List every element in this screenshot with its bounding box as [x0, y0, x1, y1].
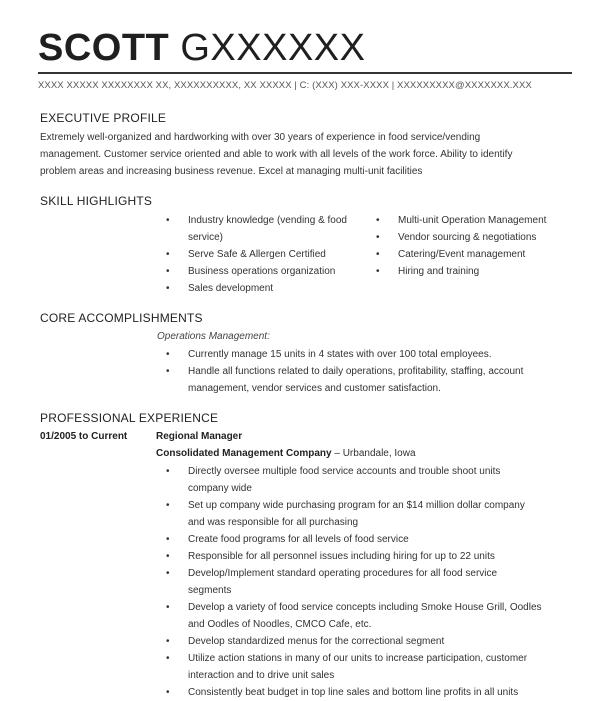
duty-item: • Utilize action stations in many of our units to increase participation, customer interaction and to drive unit sales	[164, 650, 584, 684]
company-separator: –	[331, 448, 343, 459]
skill-item: • Vendor sourcing & negotiations	[374, 229, 584, 246]
accomplishments-subheading: Operations Management:	[157, 331, 270, 342]
company-line	[156, 448, 416, 459]
duty-item: • Develop/Implement standard operating procedures for all food service segments	[164, 565, 584, 599]
header-divider	[38, 72, 572, 74]
executive-profile-text	[40, 129, 580, 180]
accomplishment-item: • Currently manage 15 units in 4 states with over 100 total employees.	[164, 346, 584, 363]
executive-profile-heading: EXECUTIVE PROFILE	[40, 111, 167, 125]
job-title: Regional Manager	[156, 431, 243, 442]
candidate-name	[38, 26, 365, 70]
job-dates: 01/2005 to Current	[40, 431, 128, 442]
skills-list-right	[374, 212, 584, 280]
company-name: Consolidated Management Company	[156, 448, 332, 459]
core-accomplishments-heading: CORE ACCOMPLISHMENTS	[40, 311, 203, 325]
company-location: Urbandale, Iowa	[342, 448, 416, 459]
skill-item: • Hiring and training	[374, 263, 584, 280]
skill-highlights-heading: SKILL HIGHLIGHTS	[40, 194, 153, 208]
profile-line: problem areas and increasing business revenue. Excel at managing multi-unit facilities	[40, 166, 423, 177]
accomplishment-item: • Handle all functions related to daily operations, profitability, staffing, account management, vendor services and customer satisfaction.	[164, 363, 584, 397]
duty-item: • Develop standardized menus for the correctional segment	[164, 633, 584, 650]
duty-item: • Responsible for all personnel issues including hiring for up to 22 units	[164, 548, 584, 565]
duty-item: • Set up company wide purchasing program for an $14 million dollar company and was responsible for all purchasing	[164, 497, 584, 531]
contact-info: XXXX XXXXX XXXXXXXX XX, XXXXXXXXXX, XX XXXXX | C: (XXX) XXX-XXXX | XXXXXXXXX@XXXXXXX.XXX	[38, 80, 532, 91]
duty-item: • Directly oversee multiple food service accounts and trouble shoot units company wide	[164, 463, 584, 497]
skill-item: • Sales development	[164, 280, 374, 297]
last-name: GXXXXXX	[180, 27, 366, 69]
duty-item: • Develop a variety of food service concepts including Smoke House Grill, Oodles and Oodles of Noodles, CMCO Cafe, etc.	[164, 599, 584, 633]
duty-item: • Consistently beat budget in top line sales and bottom line profits in all units	[164, 684, 584, 701]
first-name: SCOTT	[38, 27, 170, 69]
skills-list-left	[164, 212, 374, 297]
duty-item: • Create food programs for all levels of food service	[164, 531, 584, 548]
accomplishments-list	[164, 346, 584, 397]
skill-item: • Industry knowledge (vending & food service)	[164, 212, 374, 246]
profile-line: management. Customer service oriented and able to work with all levels of the work force. Ability to identify	[40, 149, 513, 160]
skill-item: • Business operations organization	[164, 263, 374, 280]
skill-item: • Serve Safe & Allergen Certified	[164, 246, 374, 263]
professional-experience-heading: PROFESSIONAL EXPERIENCE	[40, 411, 219, 425]
skill-item: • Catering/Event management	[374, 246, 584, 263]
skill-item: • Multi-unit Operation Management	[374, 212, 584, 229]
job-duties-list	[164, 463, 584, 701]
profile-line: Extremely well-organized and hardworking with over 30 years of experience in food service/vending	[40, 132, 481, 143]
